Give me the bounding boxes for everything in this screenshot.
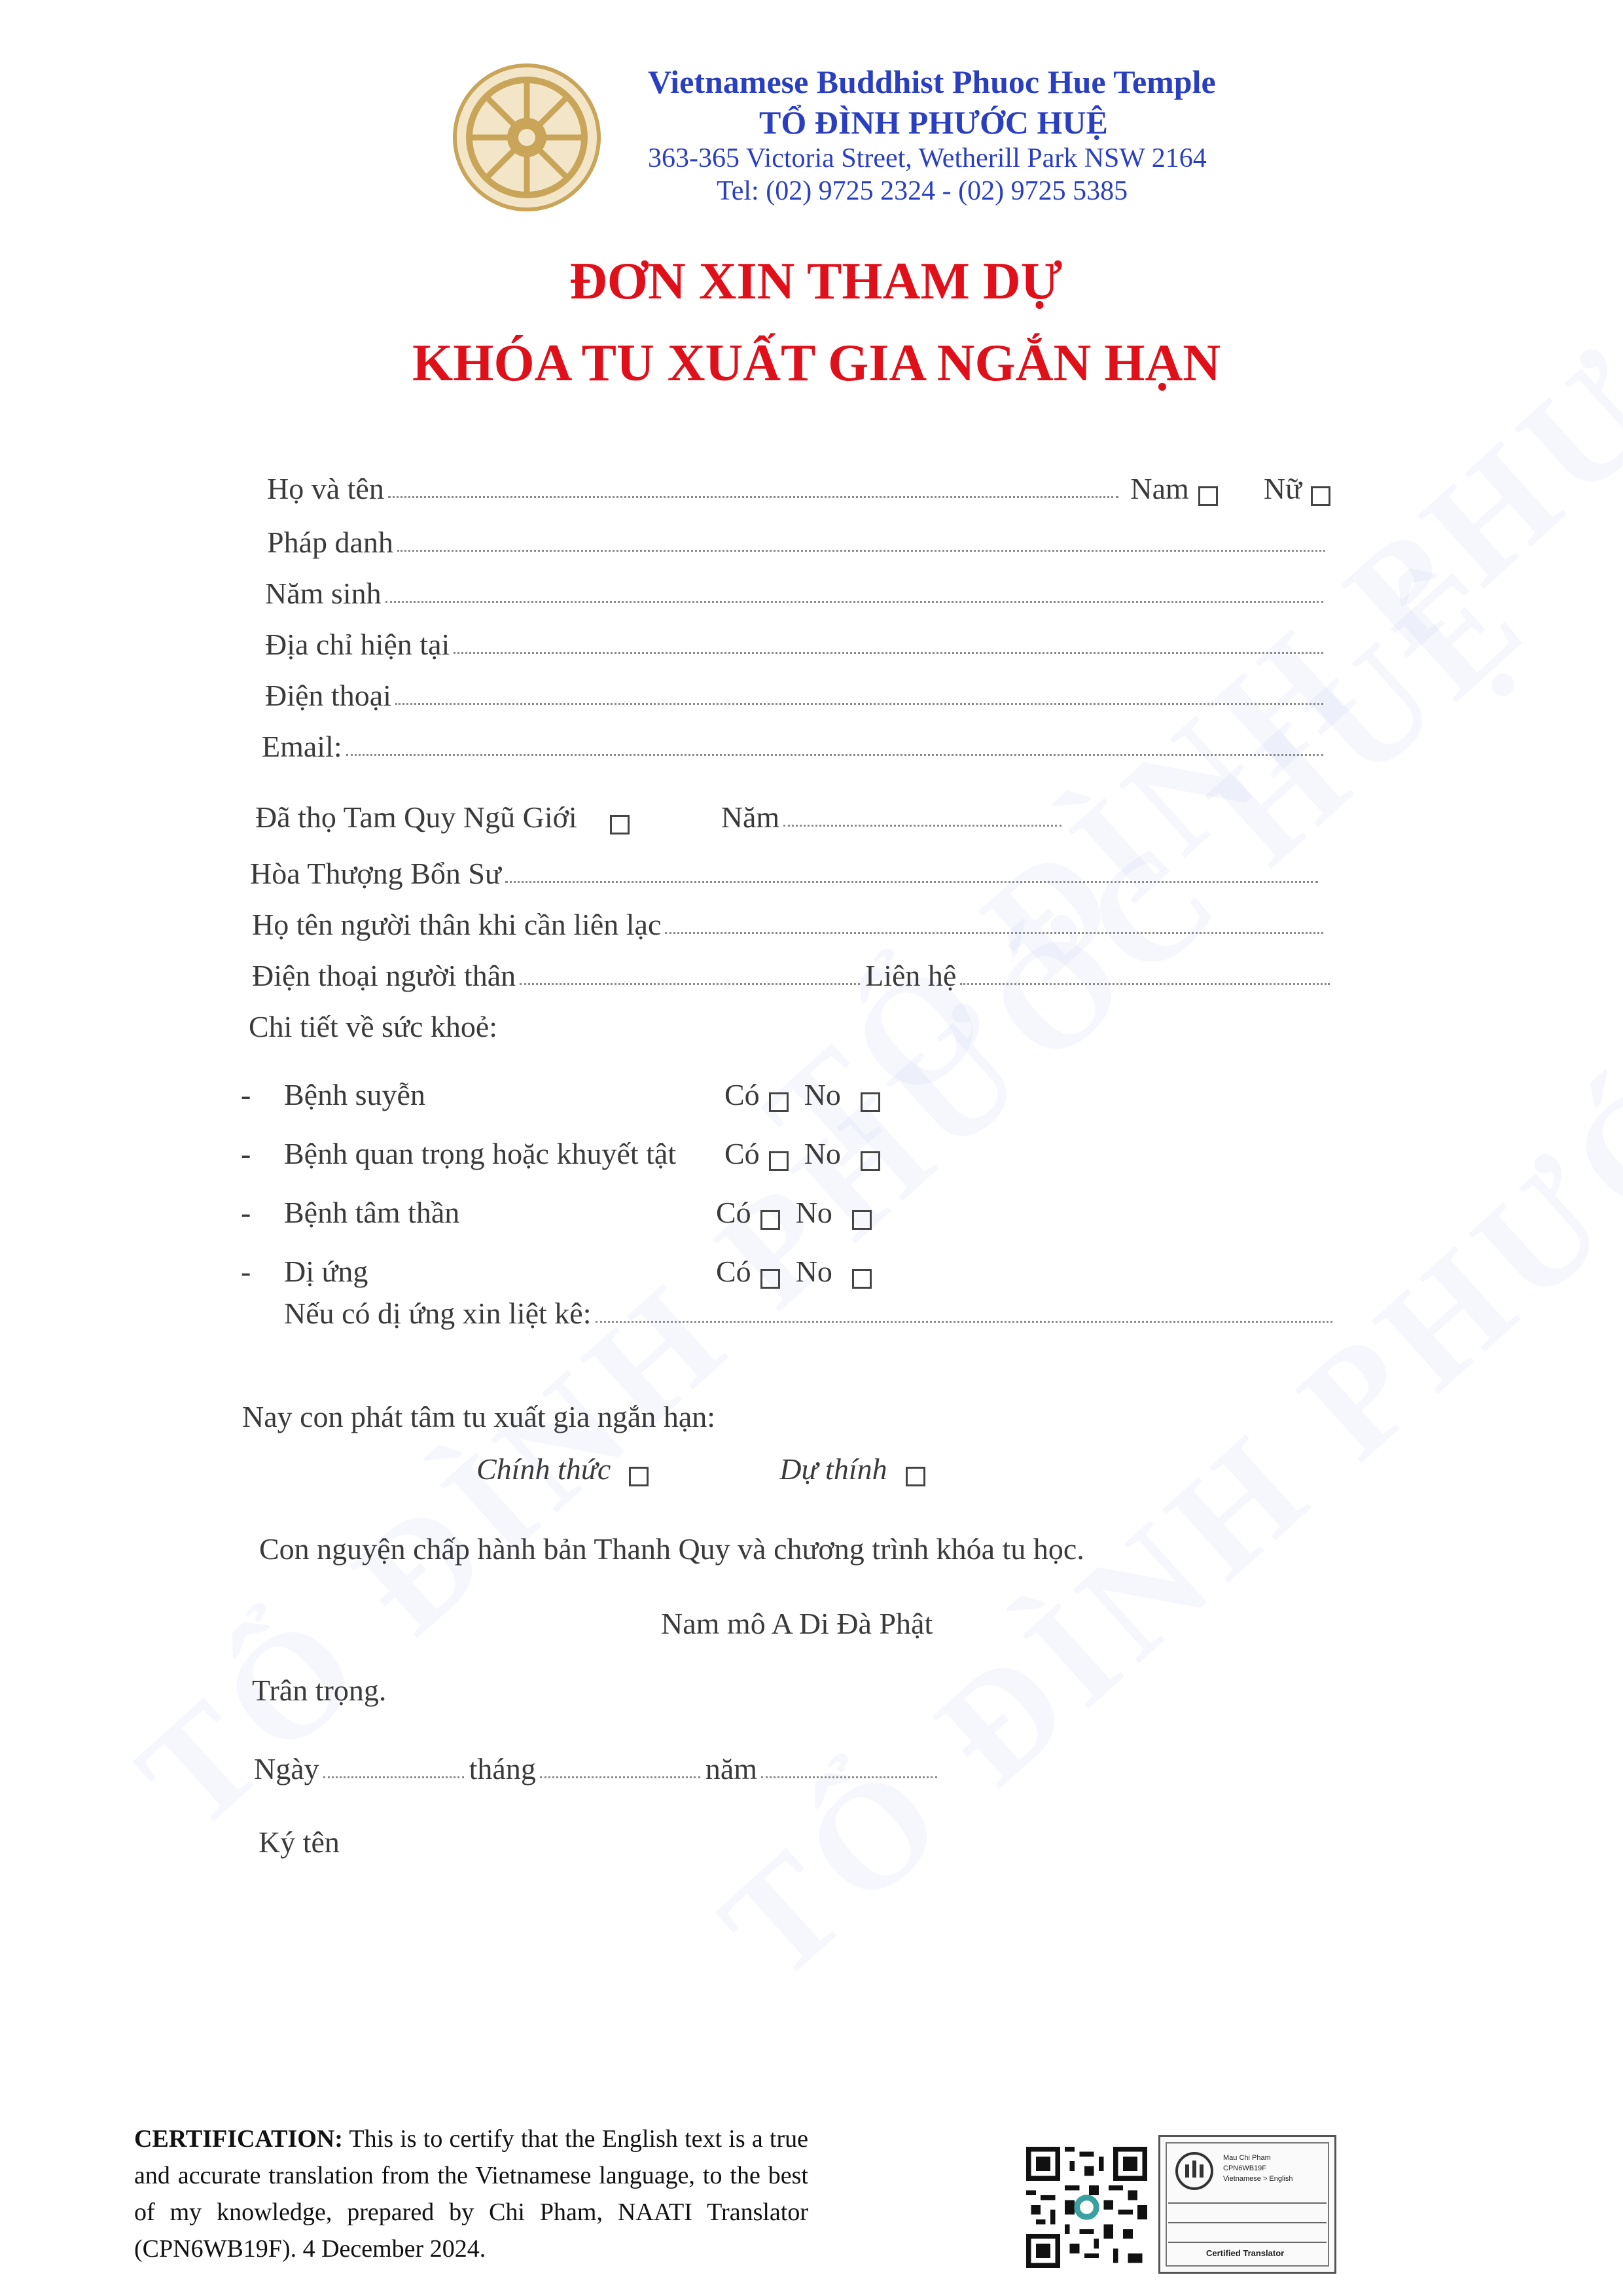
form-title-line2: KHÓA TU XUẤT GIA NGẮN HẠN [412, 334, 1221, 392]
male-label: Nam [1130, 472, 1189, 505]
dharma-name-row [267, 525, 1330, 560]
email-label: Email: [262, 730, 342, 763]
precepts-year-input-line[interactable] [783, 824, 1061, 827]
male-checkbox[interactable] [1198, 486, 1218, 506]
no-label: No [804, 1137, 841, 1170]
birth-year-label: Năm sinh [265, 577, 382, 610]
form-title-line1: ĐƠN XIN THAM DỰ [569, 253, 1063, 310]
allergy-list-colon: : [582, 1297, 592, 1330]
email-input-line[interactable] [346, 753, 1323, 756]
day-label: Ngày [254, 1752, 319, 1785]
stamp-divider [1168, 2222, 1327, 2223]
birth-year-input-line[interactable] [385, 600, 1323, 603]
stamp-divider [1168, 2202, 1327, 2204]
full-name-input-line[interactable] [388, 495, 1119, 498]
relative-phone-row [252, 958, 1335, 993]
dharma-wheel-logo [452, 62, 602, 213]
temple-phone: Tel: (02) 9725 2324 - (02) 9725 5385 [717, 176, 1128, 206]
relative-phone-label: Điện thoại người thân [252, 959, 516, 992]
month-input-line[interactable] [540, 1776, 700, 1778]
no-label: No [795, 1255, 832, 1288]
health-item-allergy [241, 1254, 872, 1289]
list-dash: - [241, 1078, 251, 1111]
observer-label: Dự thính [779, 1452, 887, 1486]
health-item-label: Bệnh quan trọng hoặc khuyết tật [284, 1137, 677, 1170]
health-heading-row [249, 1009, 497, 1044]
relation-label: Liên hệ [865, 959, 957, 992]
regards-text: Trân trọng. [252, 1674, 387, 1707]
health-item-serious [241, 1136, 880, 1171]
relative-label: Họ tên người thân khi cần liên lạc [252, 908, 662, 941]
no-label: No [795, 1196, 832, 1229]
no-label: No [804, 1078, 841, 1111]
official-label: Chính thức [476, 1452, 611, 1486]
female-label: Nữ [1263, 472, 1302, 505]
master-row [250, 856, 1323, 891]
certification-statement [134, 2121, 808, 2267]
salutation-text: Nam mô A Di Đà Phật [661, 1607, 933, 1640]
phone-row [265, 678, 1329, 713]
health-item-label: Bệnh tâm thần [284, 1196, 460, 1229]
yes-checkbox[interactable] [769, 1151, 789, 1171]
stamp-language-pair: Vietnamese > English [1223, 2175, 1293, 2183]
intent-row [242, 1399, 715, 1434]
birth-year-row [265, 576, 1329, 611]
dharma-name-input-line[interactable] [397, 549, 1325, 552]
health-item-mental [241, 1195, 872, 1230]
salutation-row [661, 1606, 933, 1641]
relative-row [252, 907, 1329, 942]
qr-code[interactable] [1026, 2147, 1147, 2268]
certification-text: This is to certify that the English text is a true and accurate translation from the Vietnamese language, to the best of my knowledge, prepared by Chi Pham, NAATI Translator (CPN6WB19F). 4 December 2024. [134, 2125, 808, 2263]
yes-checkbox[interactable] [760, 1210, 780, 1230]
no-checkbox[interactable] [852, 1210, 872, 1230]
yes-label: Có [724, 1137, 760, 1170]
full-name-row [267, 471, 1330, 506]
no-checkbox[interactable] [852, 1269, 872, 1289]
intent-options-row [476, 1452, 925, 1486]
list-dash: - [241, 1196, 251, 1229]
dharma-name-label: Pháp danh [267, 526, 393, 559]
address-label: Địa chỉ hiện tại [265, 628, 450, 661]
no-checkbox[interactable] [861, 1092, 880, 1112]
certification-label: CERTIFICATION: [134, 2125, 343, 2153]
relation-input-line[interactable] [960, 982, 1330, 985]
full-name-label: Họ và tên [267, 472, 384, 505]
yes-label: Có [724, 1078, 760, 1111]
master-label: Hòa Thượng Bổn Sư [250, 857, 501, 890]
master-input-line[interactable] [505, 880, 1318, 883]
health-heading: Chi tiết về sức khoẻ: [249, 1010, 498, 1043]
observer-checkbox[interactable] [906, 1467, 925, 1486]
yes-label: Có [716, 1196, 751, 1229]
day-input-line[interactable] [323, 1776, 464, 1778]
list-dash: - [241, 1137, 251, 1170]
address-row [265, 627, 1329, 662]
health-item-label: Bệnh suyễn [284, 1078, 425, 1111]
email-row [262, 729, 1329, 764]
pledge-text: Con nguyện chấp hành bản Thanh Quy và chương trình khóa tu học. [259, 1532, 1084, 1566]
year-input-line[interactable] [761, 1776, 937, 1778]
naati-logo-icon [1175, 2151, 1214, 2191]
no-checkbox[interactable] [861, 1151, 880, 1171]
stamp-translator-id: CPN6WB19F [1223, 2164, 1267, 2172]
health-item-label: Dị ứng [284, 1255, 368, 1288]
allergy-list-row [284, 1296, 1338, 1331]
stamp-role: Certified Translator [1206, 2248, 1285, 2258]
translator-stamp [1158, 2135, 1336, 2274]
temple-name-en: Vietnamese Buddhist Phuoc Hue Temple [648, 63, 1216, 100]
pledge-row [259, 1532, 1084, 1566]
sign-row [259, 1825, 340, 1859]
sign-label: Ký tên [259, 1825, 340, 1859]
relative-input-line[interactable] [665, 931, 1323, 934]
precepts-year-label: Năm [721, 800, 780, 834]
precepts-row [255, 800, 1067, 834]
stamp-translator-name: Mau Chi Pham [1223, 2154, 1271, 2162]
precepts-checkbox[interactable] [610, 815, 630, 834]
month-label: tháng [469, 1752, 536, 1785]
temple-address: 363-365 Victoria Street, Wetherill Park NSW 2164 [648, 143, 1207, 173]
year-label: năm [705, 1752, 758, 1785]
allergy-list-input-line[interactable] [596, 1320, 1332, 1323]
yes-checkbox[interactable] [769, 1092, 789, 1112]
yes-checkbox[interactable] [760, 1269, 780, 1289]
date-row [254, 1751, 942, 1786]
temple-name-vi: TỔ ĐÌNH PHƯỚC HUỆ [759, 104, 1108, 141]
health-item-asthma [241, 1077, 880, 1112]
female-checkbox[interactable] [1311, 486, 1330, 506]
stamp-divider [1168, 2242, 1327, 2243]
relative-phone-input-line[interactable] [520, 982, 860, 985]
official-checkbox[interactable] [629, 1467, 649, 1486]
regards-row [252, 1673, 386, 1708]
intent-text: Nay con phát tâm tu xuất gia ngắn hạn: [242, 1400, 716, 1433]
precepts-label: Đã thọ Tam Quy Ngũ Giới [255, 800, 577, 834]
phone-label: Điện thoại [265, 679, 391, 712]
yes-label: Có [716, 1255, 751, 1288]
list-dash: - [241, 1255, 251, 1288]
phone-input-line[interactable] [395, 702, 1323, 705]
allergy-list-label: Nếu có dị ứng xin liệt kê [284, 1297, 583, 1330]
address-input-line[interactable] [454, 651, 1323, 654]
